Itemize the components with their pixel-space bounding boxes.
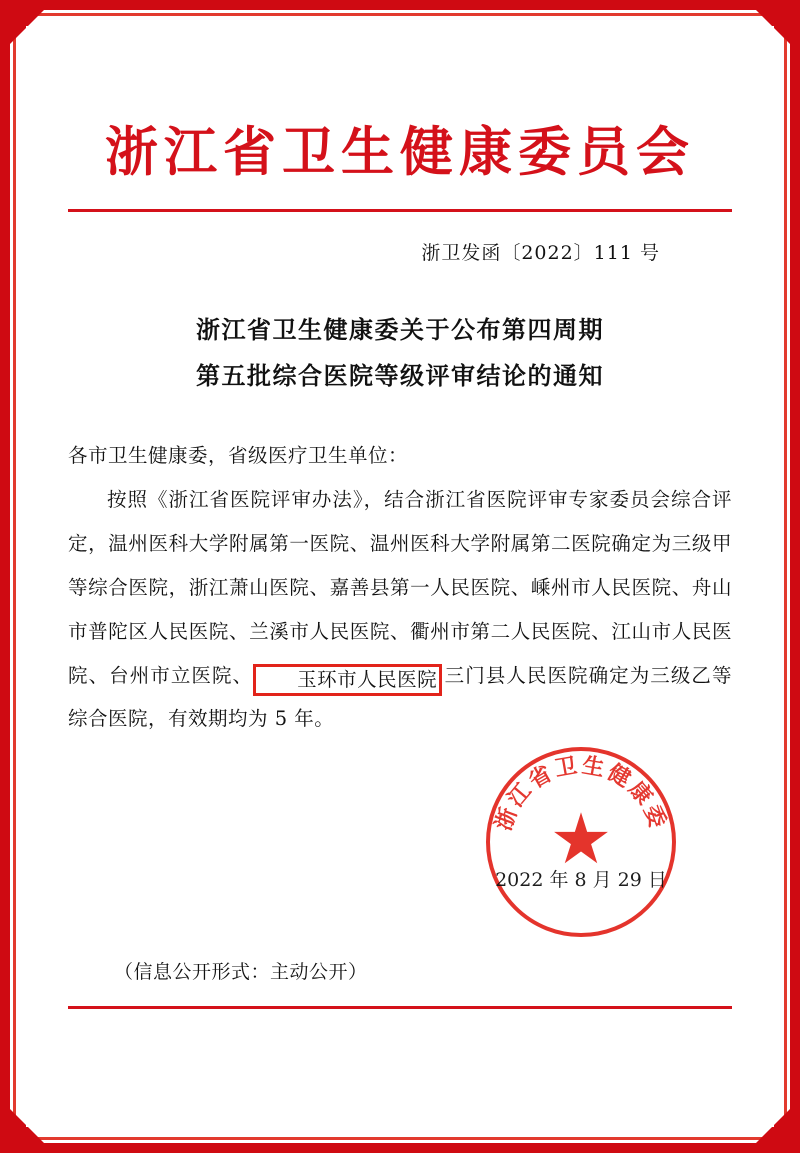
seal-authority-text: 浙江省卫生健康委: [490, 752, 672, 835]
document-title: [68, 307, 732, 398]
salutation: 各市卫生健康委，省级医疗卫生单位：: [68, 444, 409, 468]
masthead-divider: [68, 209, 732, 212]
main-paragraph: [68, 478, 732, 741]
seal-date: 2022 年 8 月 29 日: [495, 869, 667, 892]
document-number-row: [68, 238, 732, 265]
disclosure-note: （信息公开形式：主动公开）: [114, 961, 368, 984]
seal-area: [68, 747, 732, 947]
document-content: [68, 26, 732, 1127]
masthead: [68, 26, 732, 212]
footer-divider: [68, 1006, 732, 1009]
highlighted-hospital-name: 玉环市人民医院: [253, 664, 442, 696]
paragraph-text-after-highlight: 三门县人民医院确定为三级乙等综合医院，有效期均为 5 年。: [68, 663, 732, 731]
document-page: [26, 26, 774, 1127]
issuing-authority-title: 浙江省卫生健康委员会: [105, 121, 695, 183]
document-body: [68, 434, 732, 741]
document-title-line-1: 浙江省卫生健康委关于公布第四周期: [196, 314, 604, 344]
paragraph-text-before-highlight: 按照《浙江省医院评审办法》，结合浙江省医院评审专家委员会综合评定，温州医科大学附属第一医院、温州医科大学附属第二医院确定为三级甲等综合医院，浙江萧山医院、嘉善县第一人民医院、嵊州市人民医院、舟山市普陀区人民医院、兰溪市人民医院、衢州市第二人民医院、江山市人民医院、台州市立医院、: [68, 488, 732, 687]
document-number: 浙卫发函〔2022〕111 号: [421, 241, 660, 264]
official-seal: [486, 747, 676, 937]
document-title-line-2: 第五批综合医院等级评审结论的通知: [196, 360, 604, 390]
